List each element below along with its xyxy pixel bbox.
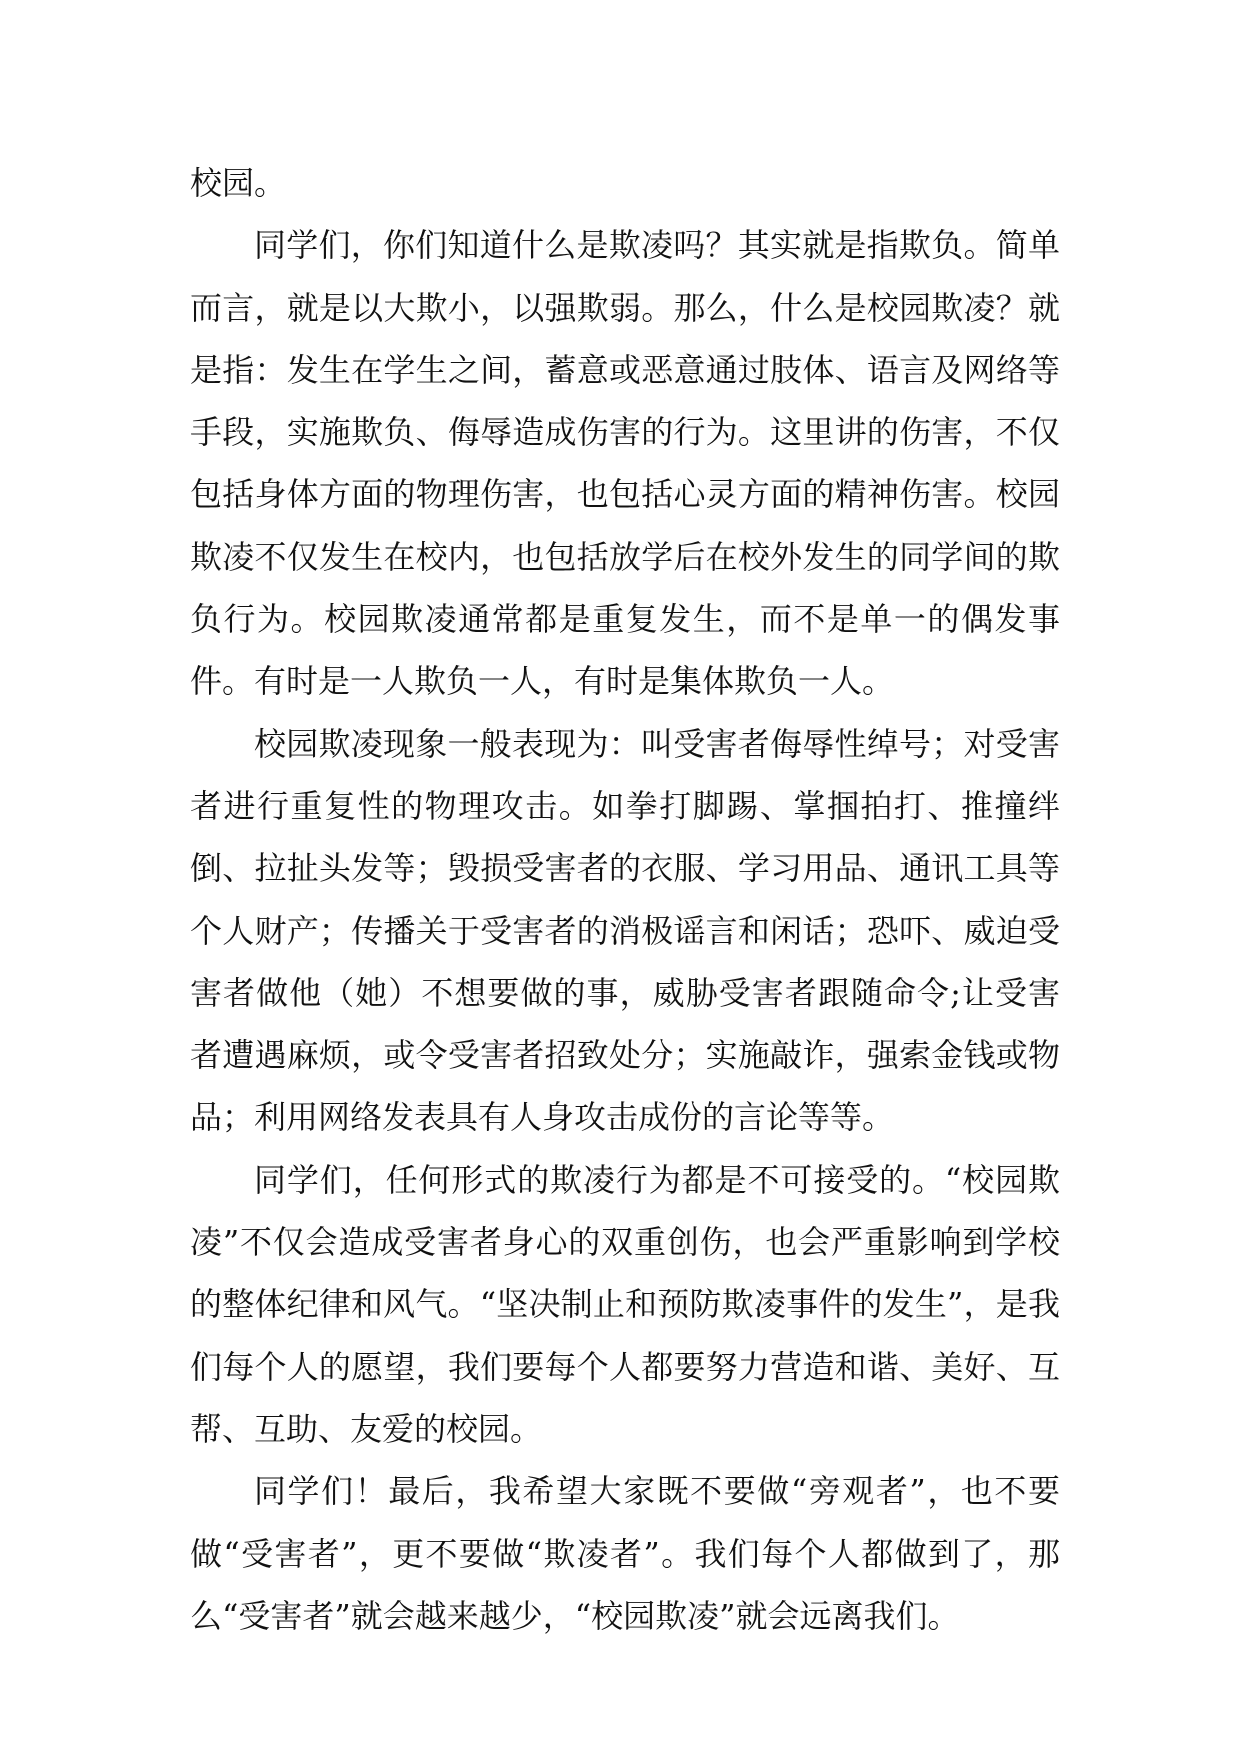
- paragraph-continuation: 校园。: [190, 164, 287, 202]
- paragraph-conclusion: 同学们！最后，我希望大家既不要做“旁观者”，也不要做“受害者”，更不要做“欺凌者”。我们每个人都做到了，那么“受害者”就会越来越少，“校园欺凌”就会远离我们。: [190, 1472, 1060, 1635]
- paragraph-manifestations: 校园欺凌现象一般表现为：叫受害者侮辱性绰号；对受害者进行重复性的物理攻击。如拳打脚踢、掌掴拍打、推撞绊倒、拉扯头发等；毁损受害者的衣服、学习用品、通讯工具等个人财产；传播关于受害者的消极谣言和闲话；恐吓、威迫受害者做他（她）不想要做的事，威胁受害者跟随命令;让受害者遭遇麻烦，或令受害者招致处分；实施敲诈，强索金钱或物品；利用网络发表具有人身攻击成份的言论等等。: [190, 724, 1060, 1137]
- body-text: [190, 152, 1060, 1647]
- paragraph-consequences: 同学们，任何形式的欺凌行为都是不可接受的。“校园欺凌”不仅会造成受害者身心的双重创伤，也会严重影响到学校的整体纪律和风气。“坚决制止和预防欺凌事件的发生”，是我们每个人的愿望，我们要每个人都要努力营造和谐、美好、互帮、互助、友爱的校园。: [190, 1160, 1060, 1448]
- paragraph-definition: 同学们，你们知道什么是欺凌吗？其实就是指欺负。简单而言，就是以大欺小，以强欺弱。那么，什么是校园欺凌？就是指：发生在学生之间，蓄意或恶意通过肢体、语言及网络等手段，实施欺负、侮辱造成伤害的行为。这里讲的伤害，不仅包括身体方面的物理伤害，也包括心灵方面的精神伤害。校园欺凌不仅发生在校内，也包括放学后在校外发生的同学间的欺负行为。校园欺凌通常都是重复发生，而不是单一的偶发事件。有时是一人欺负一人，有时是集体欺负一人。: [190, 226, 1060, 701]
